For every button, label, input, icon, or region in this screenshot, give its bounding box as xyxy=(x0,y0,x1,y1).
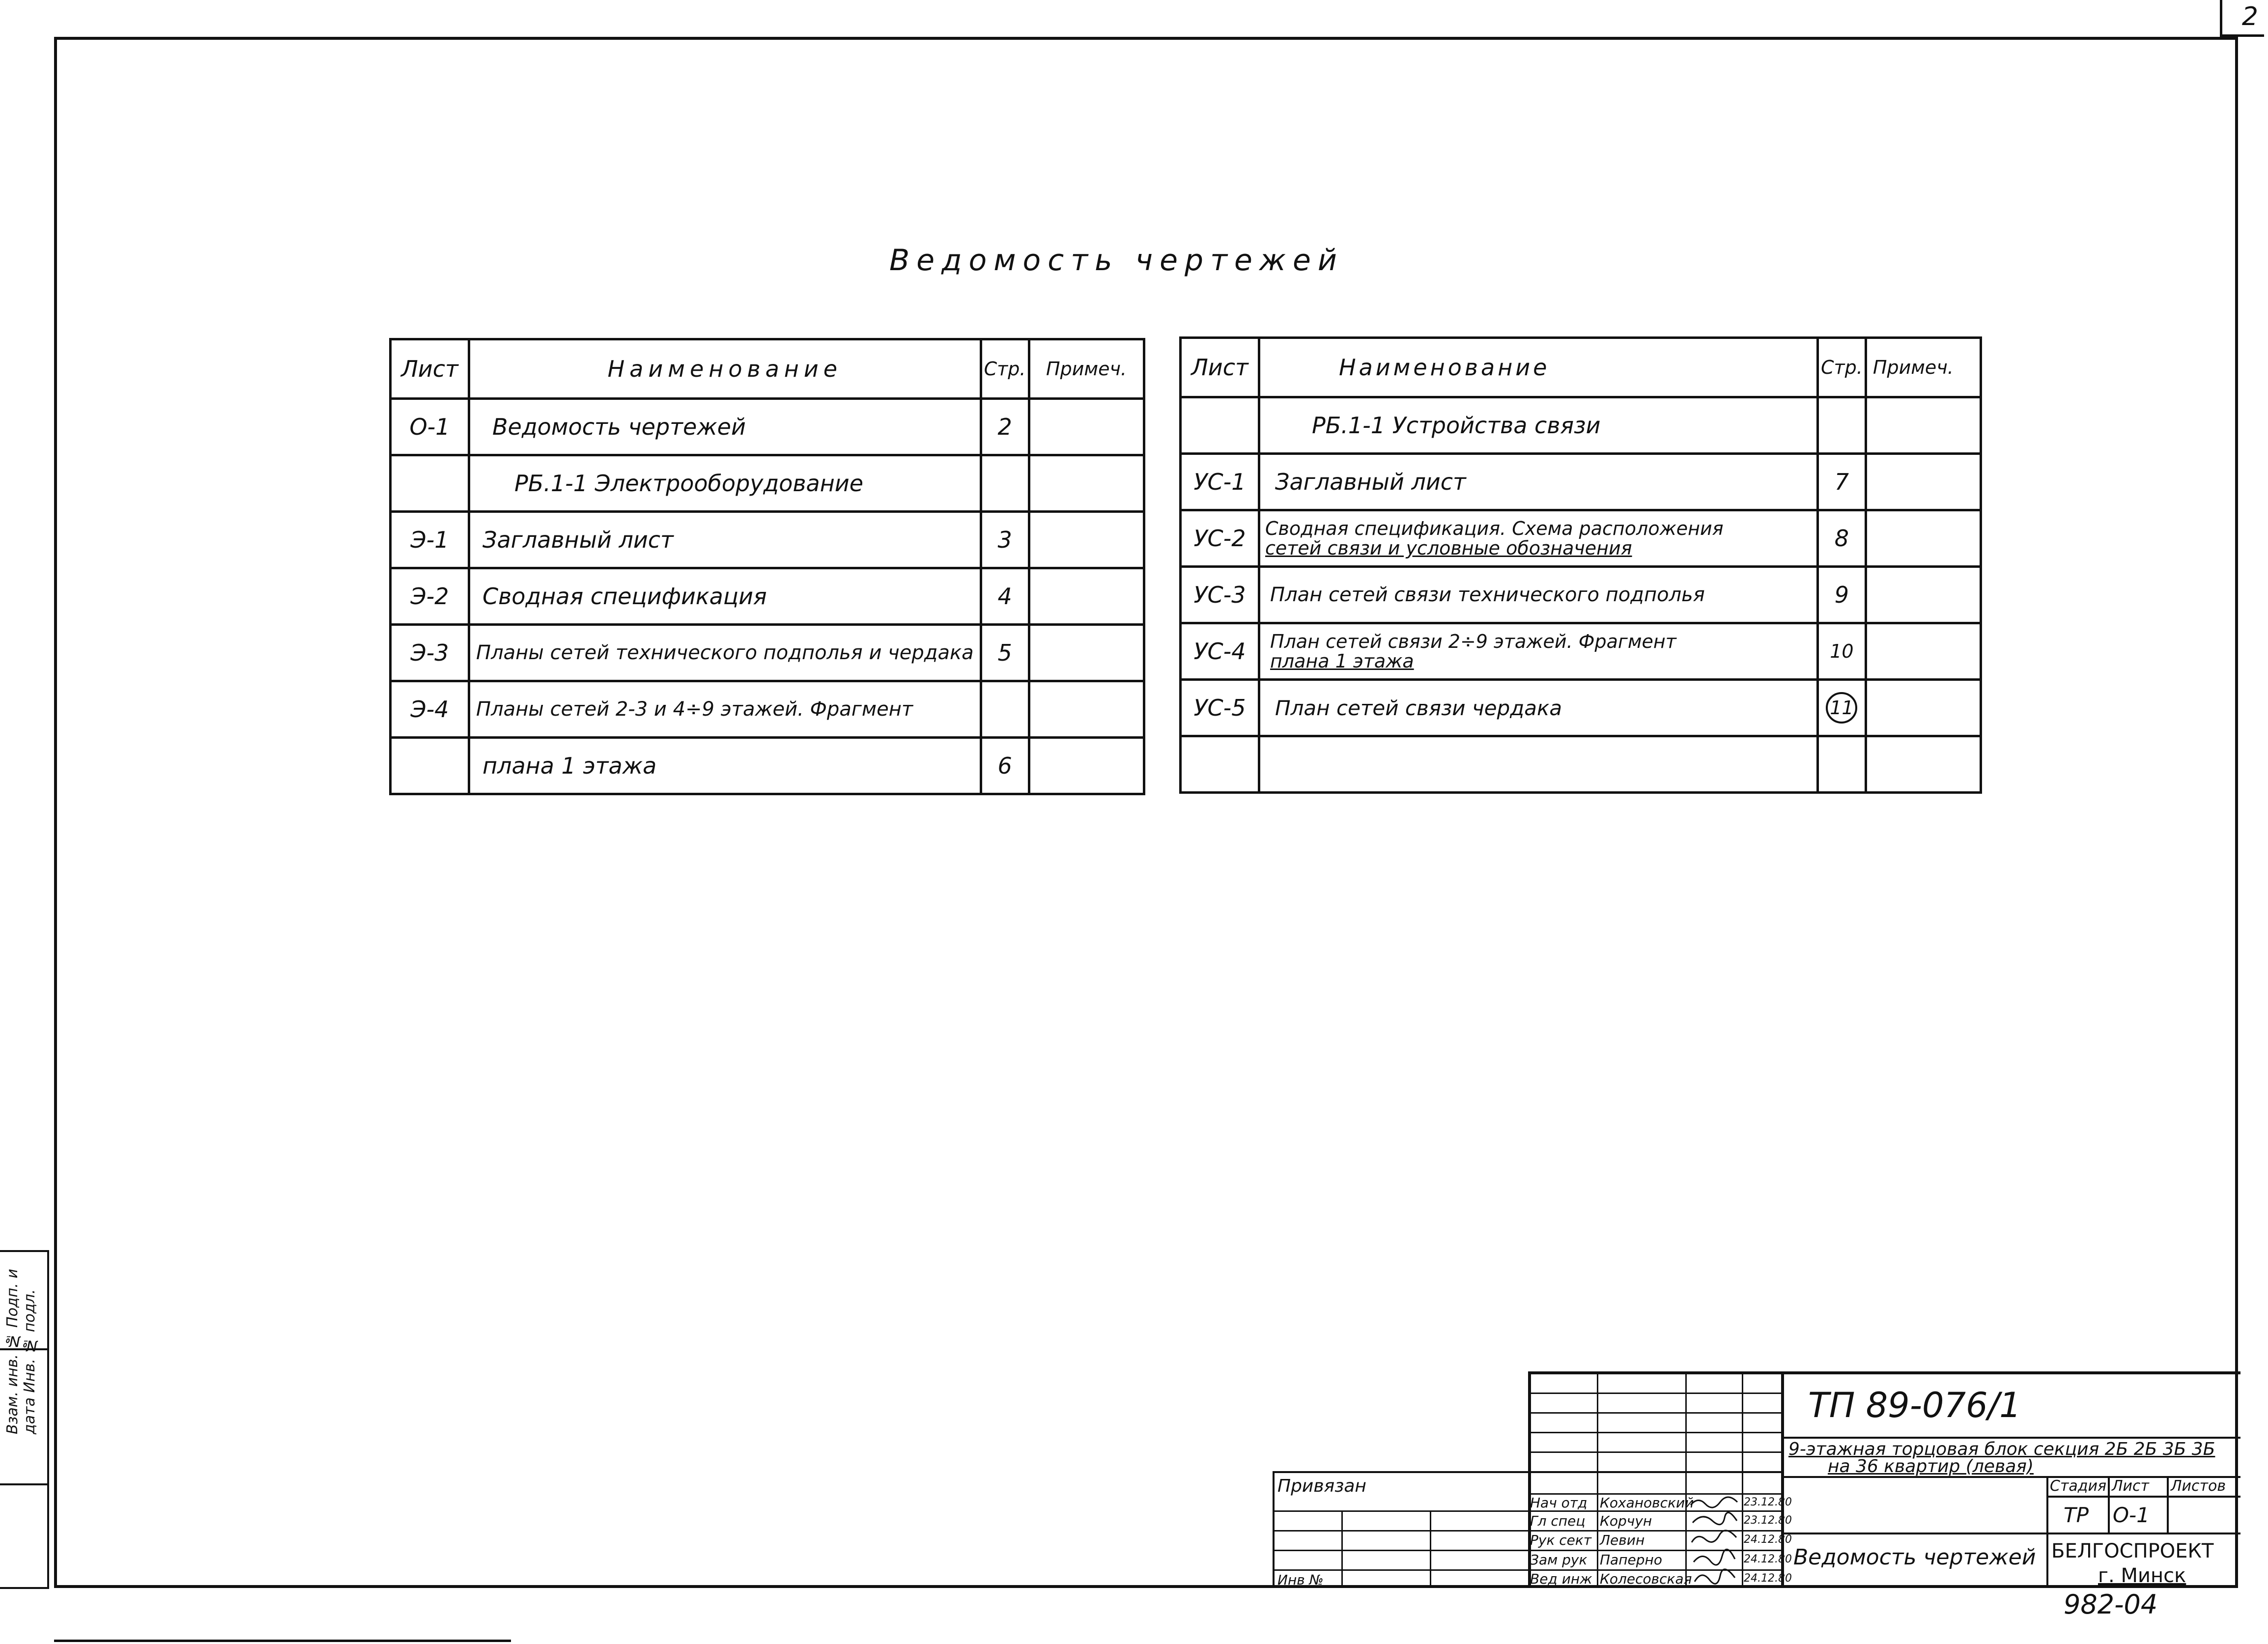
tb-rule xyxy=(1781,1437,2240,1439)
inventory-label: Инв № xyxy=(1277,1572,1324,1588)
bottom-rule xyxy=(54,1640,511,1642)
cell-page: 7 xyxy=(1818,454,1866,510)
cell-note xyxy=(1029,399,1144,455)
side-stamp-text: Взам. инв. № Подп. и дата Инв. № подл. xyxy=(4,1269,38,1434)
cell-page: 5 xyxy=(981,625,1029,681)
cell-note xyxy=(1866,510,1981,567)
person-name: Колесовская xyxy=(1600,1571,1692,1587)
tb-rule xyxy=(2167,1476,2169,1533)
table-row xyxy=(391,512,1144,568)
side-stamp-divider xyxy=(0,1483,49,1485)
sign-date: 24.12.80 xyxy=(1744,1553,1792,1565)
cell-name-two-line xyxy=(1259,623,1818,680)
cell-sheet: УС-1 xyxy=(1181,454,1259,510)
project-code: ТП 89-076/1 xyxy=(1808,1385,2021,1425)
stage-label: Стадия xyxy=(2050,1477,2107,1495)
cell-sheet xyxy=(1181,736,1259,793)
role-label: Гл спец xyxy=(1530,1513,1586,1529)
person-name: Левин xyxy=(1600,1532,1645,1548)
cell-note xyxy=(1866,454,1981,510)
cell-page xyxy=(1818,397,1866,454)
cell-name: Планы сетей технического подполья и чердака xyxy=(469,625,981,681)
cell-page: 10 xyxy=(1818,623,1866,680)
project-description-line2: на 36 квартир (левая) xyxy=(1828,1456,2034,1477)
tb-rule xyxy=(2046,1496,2240,1498)
cell-note xyxy=(1866,567,1981,623)
tb-rule xyxy=(1742,1371,1743,1588)
cell-sheet: Э-2 xyxy=(391,568,469,625)
cell-page: 2 xyxy=(981,399,1029,455)
cell-note xyxy=(1866,623,1981,680)
cell-name: РБ.1-1 Электрооборудование xyxy=(469,455,981,512)
cell-note xyxy=(1029,738,1144,794)
cell-sheet: УС-4 xyxy=(1181,623,1259,680)
table-row xyxy=(391,738,1144,794)
cell-page xyxy=(981,455,1029,512)
cell-page xyxy=(981,681,1029,738)
person-name: Корчун xyxy=(1600,1513,1652,1529)
sign-date: 24.12.80 xyxy=(1744,1533,1792,1546)
cell-page: 3 xyxy=(981,512,1029,568)
cell-name: плана 1 этажа xyxy=(469,738,981,794)
stage-value: ТР xyxy=(2064,1503,2089,1527)
sheet-number: 2 xyxy=(2241,2,2258,31)
cell-name: План сетей связи чердака xyxy=(1259,680,1818,736)
role-label: Рук сект xyxy=(1530,1532,1592,1548)
header-page: Стр. xyxy=(1818,338,1866,397)
header-note: Примеч. xyxy=(1866,338,1981,397)
cell-name: РБ.1-1 Устройства связи xyxy=(1259,397,1818,454)
cell-note xyxy=(1866,397,1981,454)
tb-rule xyxy=(2046,1533,2240,1534)
circled-page-number: 11 xyxy=(1826,692,1857,724)
table-row xyxy=(391,399,1144,455)
cell-sheet xyxy=(391,455,469,512)
person-name: Паперно xyxy=(1600,1552,1662,1568)
cell-name-line1: План сетей связи 2÷9 этажей. Фрагмент xyxy=(1270,631,1676,652)
page-title: Ведомость чертежей xyxy=(889,243,1344,278)
table-row xyxy=(391,625,1144,681)
sheets-label: Листов xyxy=(2171,1477,2226,1495)
header-page: Стр. xyxy=(981,339,1029,399)
drawing-name: Ведомость чертежей xyxy=(1793,1545,2036,1570)
drawings-list-right xyxy=(1179,336,1982,794)
table-row xyxy=(1181,567,1981,623)
tb-rule xyxy=(1528,1371,2240,1374)
cell-name xyxy=(1259,736,1818,793)
cell-sheet: О-1 xyxy=(391,399,469,455)
cell-sheet xyxy=(391,738,469,794)
cell-note xyxy=(1029,568,1144,625)
organization-name: БЕЛГОСПРОЕКТ xyxy=(2051,1540,2214,1562)
cell-name: Планы сетей 2-3 и 4÷9 этажей. Фрагмент xyxy=(469,681,981,738)
archive-code: 982-04 xyxy=(2064,1589,2158,1620)
project-description-line1: 9-этажная торцовая блок секция 2Б 2Б 3Б 3Б xyxy=(1788,1439,2215,1459)
cell-page: 9 xyxy=(1818,567,1866,623)
sheet-value: О-1 xyxy=(2113,1503,2150,1527)
cell-name-line1: Сводная спецификация. Схема расположения xyxy=(1265,518,1724,539)
table-row xyxy=(391,455,1144,512)
table-header-row xyxy=(391,339,1144,399)
header-sheet: Лист xyxy=(1181,338,1259,397)
cell-page xyxy=(1818,680,1866,736)
cell-note xyxy=(1029,512,1144,568)
sign-date: 24.12.80 xyxy=(1744,1572,1792,1585)
drawings-list-left xyxy=(389,338,1145,795)
person-name: Кохановский xyxy=(1600,1495,1694,1511)
header-name: Наименование xyxy=(1259,338,1818,397)
table-row xyxy=(1181,510,1981,567)
cell-sheet: УС-2 xyxy=(1181,510,1259,567)
organization-city: г. Минск xyxy=(2098,1564,2186,1587)
header-note: Примеч. xyxy=(1029,339,1144,399)
sign-date: 23.12.80 xyxy=(1744,1514,1792,1527)
sheet-label: Лист xyxy=(2112,1477,2150,1495)
tb-rule xyxy=(1341,1510,1343,1588)
table-row xyxy=(1181,397,1981,454)
signatures-image xyxy=(1688,1494,1741,1588)
table-row xyxy=(1181,623,1981,680)
table-row xyxy=(1181,454,1981,510)
cell-sheet xyxy=(1181,397,1259,454)
cell-name: Заглавный лист xyxy=(1259,454,1818,510)
tb-rule xyxy=(1430,1510,1431,1588)
cell-note xyxy=(1866,680,1981,736)
tb-rule xyxy=(1273,1471,1275,1588)
cell-name-line2: сетей связи и условные обозначения xyxy=(1265,537,1632,559)
cell-name: Ведомость чертежей xyxy=(469,399,981,455)
cell-page: 4 xyxy=(981,568,1029,625)
tb-rule xyxy=(2046,1476,2048,1587)
cell-note xyxy=(1866,736,1981,793)
cell-note xyxy=(1029,681,1144,738)
tb-rule xyxy=(1597,1371,1598,1588)
cell-sheet: Э-1 xyxy=(391,512,469,568)
cell-name: Сводная спецификация xyxy=(469,568,981,625)
cell-sheet: УС-3 xyxy=(1181,567,1259,623)
table-row xyxy=(391,568,1144,625)
cell-name-line2: плана 1 этажа xyxy=(1270,650,1414,672)
cell-note xyxy=(1029,625,1144,681)
table-header-row xyxy=(1181,338,1981,397)
table-row xyxy=(1181,680,1981,736)
role-label: Зам рук xyxy=(1530,1552,1588,1568)
cell-page xyxy=(1818,736,1866,793)
cell-name-two-line xyxy=(1259,510,1818,567)
table-row xyxy=(1181,736,1981,793)
tb-rule xyxy=(1273,1471,1781,1473)
table-row xyxy=(391,681,1144,738)
cell-page: 6 xyxy=(981,738,1029,794)
role-label: Вед инж xyxy=(1530,1571,1592,1587)
tb-rule xyxy=(1685,1371,1687,1588)
cell-sheet: Э-4 xyxy=(391,681,469,738)
cell-name: План сетей связи технического подполья xyxy=(1259,567,1818,623)
tb-rule xyxy=(2108,1476,2110,1533)
header-name: Наименование xyxy=(469,339,981,399)
tb-rule xyxy=(1781,1533,2046,1534)
cell-note xyxy=(1029,455,1144,512)
sign-date: 23.12.80 xyxy=(1744,1496,1792,1508)
cell-name: Заглавный лист xyxy=(469,512,981,568)
cell-sheet: Э-3 xyxy=(391,625,469,681)
bound-label: Привязан xyxy=(1277,1476,1366,1496)
cell-sheet: УС-5 xyxy=(1181,680,1259,736)
cell-page: 8 xyxy=(1818,510,1866,567)
header-sheet: Лист xyxy=(391,339,469,399)
role-label: Нач отд xyxy=(1530,1495,1588,1511)
